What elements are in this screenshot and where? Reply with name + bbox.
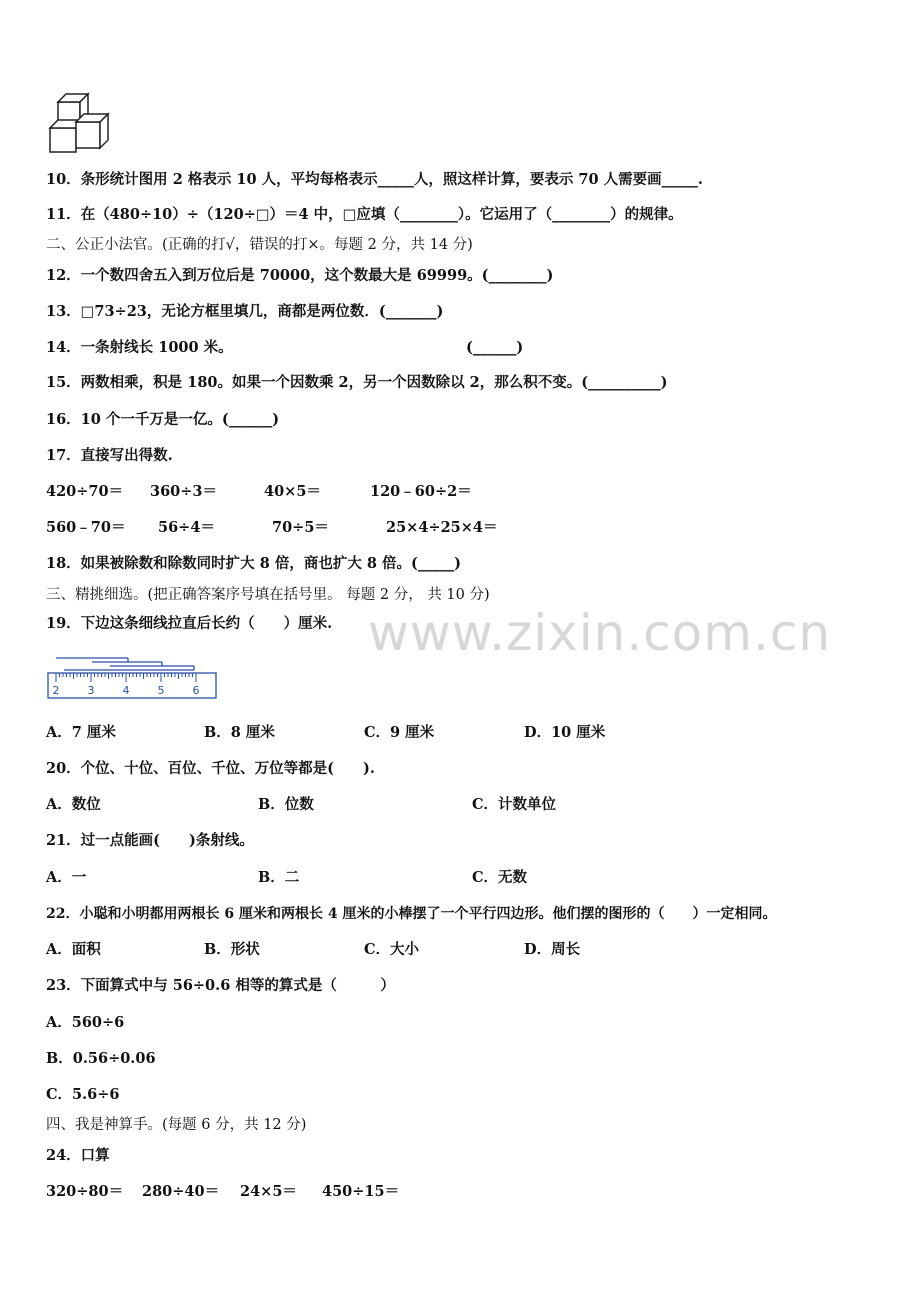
question-14-blank: (______) [466, 339, 524, 356]
ruler-label: 3 [87, 684, 95, 697]
question-22: 22．小聪和小明都用两根长 6 厘米和两根长 4 厘米的小棒摆了一个平行四边形。他们摆的图形的（ ）一定相同。 [46, 906, 777, 922]
question-12: 12．一个数四舍五入到万位后是 70000，这个数最大是 69999。(________) [46, 267, 554, 284]
option-d: D．10 厘米 [524, 724, 606, 741]
ruler-figure [44, 652, 220, 702]
option-d: D．周长 [524, 941, 581, 958]
option-b: B．8 厘米 [204, 724, 275, 741]
option-b: B．0.56÷0.06 [46, 1050, 156, 1067]
watermark: www.zixin.com.cn [368, 604, 832, 662]
option-b: B．形状 [204, 941, 260, 958]
q24-item: 450÷15＝ [322, 1183, 400, 1200]
stacked-cubes-icon [46, 92, 112, 156]
option-a: A．560÷6 [46, 1014, 125, 1031]
q24-item: 24×5＝ [240, 1183, 297, 1200]
question-19: 19．下边这条细线拉直后长约（ ）厘米. [46, 615, 333, 632]
question-13: 13．□73÷23，无论方框里填几，商都是两位数．(_______) [46, 303, 444, 320]
question-10: 10．条形统计图用 2 格表示 10 人，平均每格表示_____人，照这样计算，要表示 70 人需要画_____. [46, 171, 703, 188]
question-17: 17．直接写出得数. [46, 447, 173, 464]
question-16: 16．10 个一千万是一亿。(______) [46, 411, 280, 428]
option-b: B．位数 [258, 796, 314, 813]
option-a: A．一 [46, 869, 87, 886]
option-c: C．大小 [364, 941, 420, 958]
question-14: 14．一条射线长 1000 米。 [46, 339, 233, 356]
question-21: 21．过一点能画( )条射线。 [46, 832, 254, 849]
option-a: A．数位 [46, 796, 101, 813]
ruler-label: 2 [52, 684, 60, 697]
q24-item: 280÷40＝ [142, 1183, 220, 1200]
ruler-label: 5 [157, 684, 165, 697]
q24-item: 320÷80＝ [46, 1183, 124, 1200]
q17-item: 56÷4＝ [158, 519, 215, 536]
section-2-heading: 二、公正小法官。(正确的打√，错误的打×。每题 2 分，共 14 分) [46, 237, 473, 253]
q17-item: 120﹣60÷2＝ [370, 483, 472, 500]
option-c: C．9 厘米 [364, 724, 435, 741]
section-4-heading: 四、我是神算手。(每题 6 分，共 12 分) [46, 1117, 307, 1133]
q17-item: 40×5＝ [264, 483, 321, 500]
ruler-label: 6 [192, 684, 200, 697]
ruler-label: 4 [122, 684, 130, 697]
option-c: C．无数 [472, 869, 528, 886]
question-15: 15．两数相乘，积是 180。如果一个因数乘 2，另一个因数除以 2，那么积不变。(__________) [46, 374, 668, 391]
question-23: 23．下面算式中与 56÷0.6 相等的算式是（ ） [46, 977, 395, 994]
section-3-heading: 三、精挑细选。(把正确答案序号填在括号里。 每题 2 分， 共 10 分) [46, 587, 490, 603]
question-18: 18．如果被除数和除数同时扩大 8 倍，商也扩大 8 倍。(_____) [46, 555, 462, 572]
option-c: C．5.6÷6 [46, 1086, 120, 1103]
q17-item: 420÷70＝ [46, 483, 124, 500]
q17-item: 360÷3＝ [150, 483, 218, 500]
q17-item: 560﹣70＝ [46, 519, 126, 536]
q17-item: 25×4÷25×4＝ [386, 519, 498, 536]
q17-item: 70÷5＝ [272, 519, 329, 536]
option-c: C．计数单位 [472, 796, 557, 813]
question-11: 11．在（480÷10）÷（120÷□）＝4 中，□应填（________）。它运用了（________）的规律。 [46, 206, 683, 223]
question-20: 20．个位、十位、百位、千位、万位等都是( ). [46, 760, 375, 777]
option-b: B．二 [258, 869, 300, 886]
option-a: A．面积 [46, 941, 101, 958]
option-a: A．7 厘米 [46, 724, 116, 741]
question-24: 24．口算 [46, 1147, 110, 1164]
